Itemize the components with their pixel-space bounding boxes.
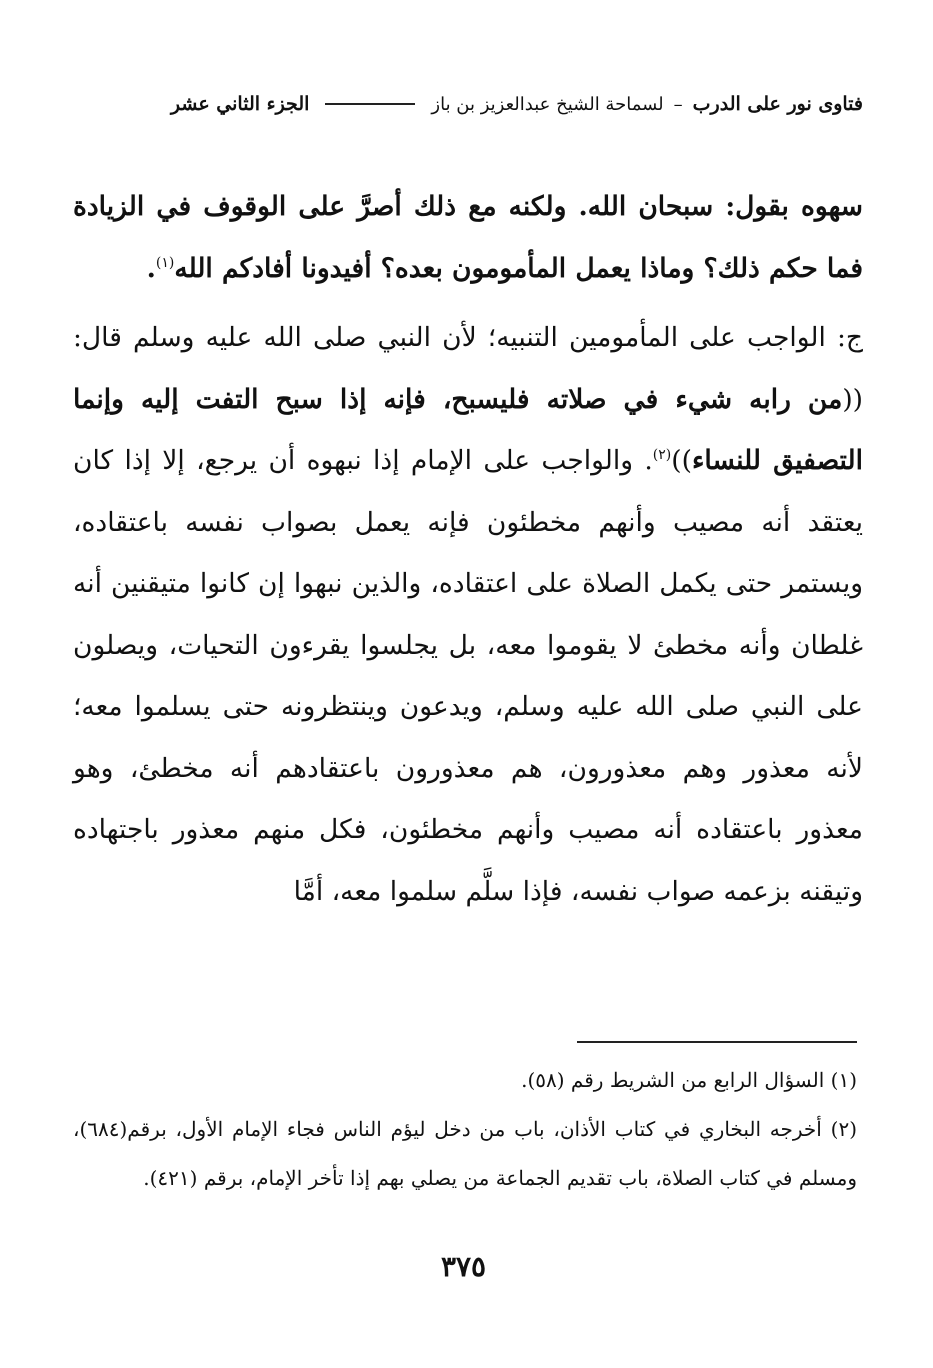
footnote-2: (٢) أخرجه البخاري في كتاب الأذان، باب من دخل ليؤم الناس فجاء الإمام الأول، برقم(٦٨٤)، ومسلم في كتاب الصلاة، باب تقديم الجماعة من يصلي بهم إذا تأخر الإمام، برقم (٤٢١).: [73, 1117, 857, 1190]
footnote-ref-1: (١): [155, 254, 175, 271]
page-number: ٣٧٥: [440, 1250, 487, 1283]
footnote-ref-2: (٢): [652, 447, 672, 464]
header-separator: –: [673, 93, 683, 115]
footnote-1: (١) السؤال الرابع من الشريط رقم (٥٨).: [521, 1068, 857, 1092]
footnote-divider: [577, 1041, 857, 1043]
header-rule: [325, 103, 415, 105]
answer-paragraph: [73, 307, 863, 922]
question-text: سهوه بقول: سبحان الله. ولكنه مع ذلك أصرَّ على الوقوف في الزيادة فما حكم ذلك؟ وماذا يعمل المأمومون بعده؟ أفيدونا أفادكم الله: [73, 191, 863, 284]
book-title: فتاوى نور على الدرب: [692, 93, 863, 115]
body-text: [73, 176, 863, 922]
question-paragraph: [73, 176, 863, 299]
running-header: [92, 86, 863, 122]
volume-label: الجزء الثاني عشر: [170, 93, 310, 115]
hadith-quote: من رابه شيء في صلاته فليسبح، فإنه إذا سبح التفت إليه وإنما التصفيق للنساء: [73, 383, 863, 476]
question-end: .: [146, 252, 156, 284]
author-name: لسماحة الشيخ عبدالعزيز بن باز: [431, 93, 664, 115]
footnotes: [73, 1056, 857, 1203]
answer-rest: . والواجب على الإمام إذا نبهوه أن يرجع، إلا إذا كان يعتقد أنه مصيب وأنهم مخطئون فإنه يعمل بصواب نفسه باعتقاده، ويستمر حتى يكمل الصلاة على اعتقاده، والذين نبهوا إن كانوا متيقنين أنه غلطان وأنه مخطئ لا يقوموا معه، بل يجلسوا يقرءون التحيات، ويصلون على النبي صلى الله عليه وسلم، ويدعون وينتظرونه حتى يسلموا معه؛ لأنه معذور وهم معذورون، هم معذورون باعتقادهم أنه مخطئ، وهو معذور باعتقاده أنه مصيب وأنهم مخطئون، فكل منهم معذور باجتهاده وتيقنه بزعمه صواب نفسه، فإذا سلَّم سلموا معه، أمَّا: [73, 445, 863, 907]
answer-intro: ج: الواجب على المأمومين التنبيه؛ لأن النبي صلى الله عليه وسلم قال: ((: [73, 322, 863, 415]
hadith-close: )): [671, 445, 692, 476]
